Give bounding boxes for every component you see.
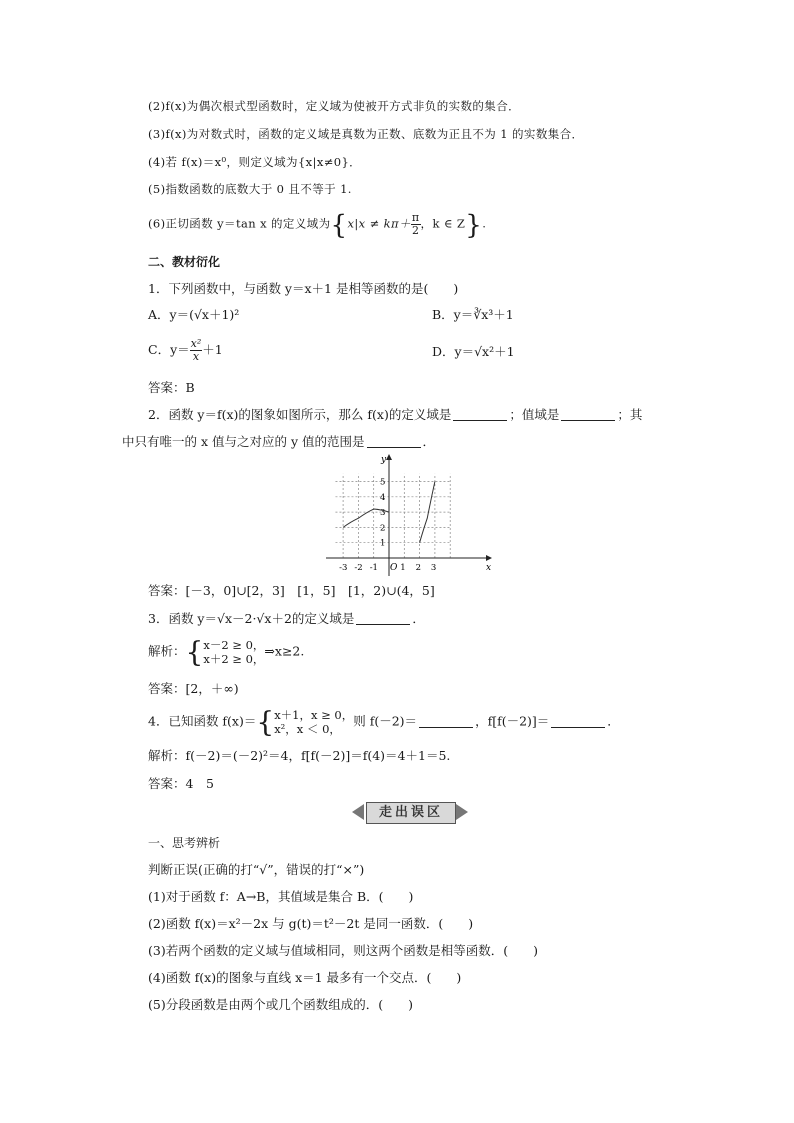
q2-blank-unique[interactable] — [367, 435, 421, 448]
rule-5: (5)指数函数的底数大于 0 且不等于 1. — [148, 182, 352, 196]
q4-analysis: 解析：f(－2)＝(－2)²＝4，f[f(－2)]＝f(4)＝4＋1＝5. — [148, 748, 451, 763]
q3-blank[interactable] — [356, 612, 410, 625]
q4-answer: 答案：4 5 — [148, 776, 214, 791]
q4-blank-1[interactable] — [419, 715, 473, 728]
q2-line1: 2．函数 y＝f(x)的图象如图所示，那么 f(x)的定义域是 ；值域是 ；其 — [148, 407, 643, 422]
q3-answer: 答案：[2，＋∞) — [148, 681, 239, 696]
y-tick-label: 2 — [380, 523, 386, 534]
x-tick-label: -2 — [354, 563, 363, 573]
judge-item-3: (3)若两个函数的定义域与值域相同，则这两个函数是相等函数．( ) — [148, 943, 538, 958]
banner-label: 走出误区 — [366, 802, 456, 824]
section-banner — [352, 800, 468, 824]
y-axis-label: y — [381, 455, 387, 465]
x-axis-arrow — [486, 555, 492, 561]
rule-6-tail: ，k ∈ Z — [420, 216, 466, 231]
judge-item-1: (1)对于函数 f：A→B，其值域是集合 B．( ) — [148, 889, 414, 904]
x-tick-label: 1 — [400, 563, 406, 573]
x-tick-label: 2 — [415, 563, 422, 573]
q2-answer: 答案：[－3，0]∪[2，3] [1，5] [1，2)∪(4，5] — [148, 583, 435, 598]
pi-over-2: $\frac{\pi}{2}$ — [411, 211, 420, 237]
q1-option-a: A．y＝(√x＋1)² — [148, 307, 240, 322]
q3-stem: 3．函数 y＝√x－2·√x＋2的定义域是 ． — [148, 611, 425, 626]
section-title-textbook: 二、教材衍化 — [148, 255, 221, 269]
judge-item-5: (5)分段函数是由两个或几个函数组成的．( ) — [148, 997, 413, 1012]
origin-label: O — [390, 563, 398, 573]
q4-blank-2[interactable] — [551, 715, 605, 728]
q2-line2: 中只有唯一的 x 值与之对应的 y 值的范围是 ． — [122, 434, 436, 449]
banner-right-wing — [456, 804, 468, 820]
rule-2: (2)f(x)为偶次根式型函数时，定义域为使被开方式非负的实数的集合． — [148, 99, 521, 113]
y-axis-arrow — [386, 454, 392, 460]
q1-stem: 1．下列函数中，与函数 y＝x＋1 是相等函数的是( ) — [148, 281, 459, 296]
section-title-thinking: 一、思考辨析 — [148, 836, 221, 850]
banner-left-wing — [352, 804, 364, 820]
y-tick-label: 1 — [380, 538, 386, 549]
rule-6: (6)正切函数 y＝tan x 的定义域为{x|x ≠ kπ＋ $\frac{\pi}{2}$ ，k ∈ Z}. — [148, 210, 487, 241]
q4-stem: 4．已知函数 f(x)＝{ x＋1，x ≥ 0， x²，x ＜ 0， 则 f(－2)＝ ，f[f(－2)]＝ ． — [148, 705, 620, 739]
rule-3: (3)f(x)为对数式时，函数的定义域是真数为正数、底数为正且不为 1 的实数集合． — [148, 127, 584, 141]
y-tick-label: 3 — [380, 508, 386, 519]
q1-option-c: C．y＝ $\frac{\text{x²}}{x}$ ＋1 — [148, 337, 223, 363]
judge-item-2: (2)函数 f(x)＝x²－2x 与 g(t)＝t²－2t 是同一函数．( ) — [148, 916, 474, 931]
q2-blank-domain[interactable] — [453, 408, 507, 421]
x2-over-x: $\frac{\text{x²}}{x}$ — [190, 337, 202, 363]
rule-6-text: (6)正切函数 y＝tan x 的定义域为 — [148, 216, 331, 231]
x-tick-label: 3 — [430, 563, 437, 573]
x-axis-label: x — [486, 563, 492, 573]
x-tick-label: -3 — [339, 563, 348, 573]
function-graph — [326, 452, 496, 577]
x-tick-label: -1 — [369, 563, 378, 573]
judge-intro: 判断正误(正确的打“√”，错误的打“×”) — [148, 862, 365, 877]
q1-option-d: D．y＝√x²＋1 — [432, 344, 515, 359]
q1-answer: 答案：B — [148, 380, 195, 395]
q3-analysis: 解析：{ x－2 ≥ 0， x＋2 ≥ 0， ⇒x≥2. — [148, 635, 305, 669]
y-tick-label: 4 — [380, 492, 386, 503]
rule-6-set: x|x ≠ kπ＋ — [347, 216, 411, 231]
y-tick-label: 5 — [380, 477, 386, 488]
q2-blank-range[interactable] — [561, 408, 615, 421]
q1-option-b: B．y＝∛x³＋1 — [432, 307, 514, 322]
rule-4: (4)若 f(x)＝x⁰，则定义域为{x|x≠0}． — [148, 155, 362, 169]
judge-item-4: (4)函数 f(x)的图象与直线 x＝1 最多有一个交点．( ) — [148, 970, 462, 985]
